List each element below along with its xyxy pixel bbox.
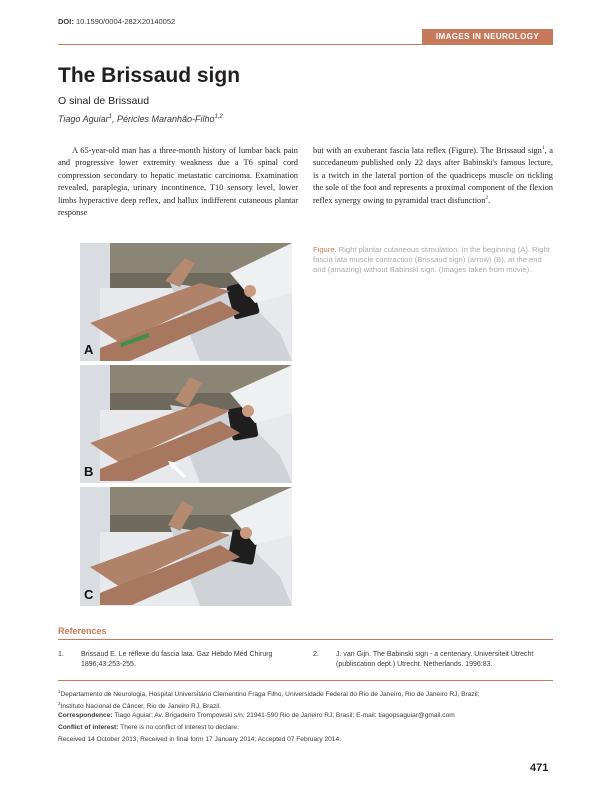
affiliation-1-mark: 1 xyxy=(58,689,61,694)
reference-number: 2. xyxy=(313,651,319,658)
reference-item xyxy=(58,650,298,672)
author-separator: , xyxy=(111,114,117,124)
reference-number: 1. xyxy=(58,651,64,658)
body-text-part: . xyxy=(488,195,491,205)
affiliation-2-mark: 2 xyxy=(58,701,61,706)
doi-label: DOI: xyxy=(58,17,74,26)
figure-caption xyxy=(313,245,553,275)
body-text-part: but with an exuberant fascia lata reflex (Figure). The Brissaud sign xyxy=(313,146,542,155)
clinical-photo-b xyxy=(80,365,292,483)
citation-2[interactable]: 2 xyxy=(485,194,489,201)
coi-label: Conflict of interest: xyxy=(58,724,119,731)
author-2-affil: 1,2 xyxy=(214,114,223,120)
author-2: Péricles Maranhão-Filho xyxy=(116,114,215,124)
footer-rule xyxy=(58,680,553,681)
doi-value[interactable]: 10.1590/0004-282X20140052 xyxy=(75,17,176,26)
correspondence-text: Tiago Aguiar; Av. Brigadeiro Trompowski s/n; 21941-590 Rio de Janeiro RJ; Brasil; E-mail: tiagopsaguiar@gmail.com xyxy=(112,712,455,719)
article-subtitle: O sinal de Brissaud xyxy=(58,95,150,107)
caption-text: Right plantar cutaneous stimulation. In the beginning (A). Right fascia lata muscle contraction (Brissaud sign) (arrow) (B), at the end and (amazing) without Babinski sign. (Images taken from movie). xyxy=(313,245,550,274)
reference-text: Brissaud E. Le réflexe du fascia lata. Gaz Hebdo Méd Chirurg 1896;43:253-255. xyxy=(81,651,273,668)
body-text-part: , a succedaneum published only 22 days after Babinski's famous lecture, is a twitch in the lateral portion of the quadriceps muscle on tickling the sole of the foot and represents a proximal component of the flexion reflex synergy owing to pyramidal tract disfunction xyxy=(313,146,553,205)
author-1-affil: 1 xyxy=(108,114,112,120)
doi-line xyxy=(58,17,175,26)
references-rule xyxy=(58,639,553,640)
figure-panel-c xyxy=(80,487,292,606)
section-tag: IMAGES IN NEUROLOGY xyxy=(422,29,553,44)
panel-label-a: A xyxy=(84,342,94,357)
body-column-left: A 65-year-old man has a three-month history of lumbar back pain and progressive lower extremity weakness due a T6 spinal cord compression secondary to hepatic metastatic carcinoma. Examination revealed, paraplegia, urinary incontinence, T10 sensory level, lower limbs hyperactive deep reflex, and hallux indifferent cutaneous plantar response xyxy=(58,146,298,218)
article-title: The Brissaud sign xyxy=(58,64,241,87)
figure-panel-b xyxy=(80,365,292,483)
affiliation-1-text: Departamento de Neurologia, Hospital Universitário Clementino Fraga Filho, Universidade Federal do Rio de Janeiro, Rio de Janeiro RJ, Brazil; xyxy=(60,691,480,699)
author-line xyxy=(58,114,223,124)
conflict-of-interest xyxy=(58,723,553,732)
body-column-right xyxy=(313,145,553,207)
clinical-photo-c xyxy=(80,487,292,606)
affiliation-1 xyxy=(58,687,553,699)
reference-item xyxy=(313,650,553,672)
reference-text: J. van Gijn. The Babinski sign - a centenary. Universiteit Utrecht (publiscation dept.) Utrecht. Netherlands. 1996:83. xyxy=(336,651,534,668)
caption-head: Figure. xyxy=(313,245,337,254)
panel-label-b: B xyxy=(84,464,94,479)
affiliation-2 xyxy=(58,699,553,711)
citation-1[interactable]: 1 xyxy=(541,145,545,152)
coi-text: There is no conflict of interest to declare. xyxy=(118,724,239,731)
correspondence xyxy=(58,711,553,720)
header-rule xyxy=(58,44,553,45)
author-1: Tiago Aguiar xyxy=(58,114,109,124)
references-heading: References xyxy=(58,626,107,636)
page-number: 471 xyxy=(530,762,549,774)
clinical-photo-a xyxy=(80,243,292,361)
correspondence-label: Correspondence: xyxy=(58,712,113,719)
received-dates: Received 14 October 2013; Received in final form 17 January 2014; Accepted 07 February 2014. xyxy=(58,736,341,743)
panel-label-c: C xyxy=(84,587,94,602)
figure-panel-a xyxy=(80,243,292,361)
affiliation-2-text: Instituto Nacional de Câncer, Rio de Janeiro RJ, Brazil. xyxy=(60,703,222,711)
